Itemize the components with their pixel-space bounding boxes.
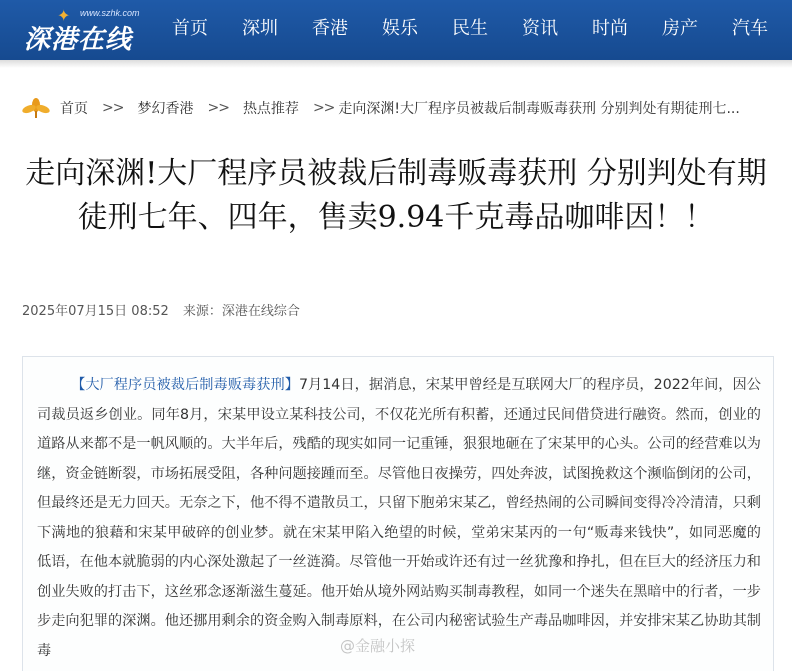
nav-item-entertainment[interactable]: 娱乐	[382, 18, 418, 39]
article-title: 走向深渊!大厂程序员被裁后制毒贩毒获刑 分别判处有期徒刑七年、四年，售卖9.94千克毒品咖啡因！！	[25, 156, 767, 235]
breadcrumb	[22, 94, 782, 122]
watermark: @金融小探	[340, 637, 416, 655]
breadcrumb-hot-picks[interactable]: 热点推荐	[242, 101, 299, 117]
breadcrumb-separator: >>	[102, 100, 124, 116]
main-nav	[155, 0, 785, 60]
header-shadow	[0, 60, 792, 68]
publish-date: 2025年07月15日 08:52	[22, 304, 169, 319]
logo-star-icon: ✦	[57, 6, 71, 25]
lead-tag: 【大厂程序员被裁后制毒贩毒获刑】	[71, 377, 299, 393]
breadcrumb-dream-hongkong[interactable]: 梦幻香港	[137, 101, 194, 117]
nav-item-hongkong[interactable]: 香港	[312, 18, 348, 39]
breadcrumb-home[interactable]: 首页	[60, 101, 88, 117]
article-paragraph	[37, 371, 761, 666]
logo-text: 深港在线	[24, 25, 133, 55]
flower-logo-icon	[22, 97, 50, 119]
logo-url: www.szhk.com	[80, 8, 140, 18]
nav-item-fashion[interactable]: 时尚	[592, 18, 628, 39]
nav-item-news[interactable]: 资讯	[522, 18, 558, 39]
article-text: 7月14日，据消息，宋某甲曾经是互联网大厂的程序员，2022年间，因公司裁员返乡创业。同年8月，宋某甲设立某科技公司，不仅花光所有积蓄，还通过民间借贷进行融资。然而，创业的道路从来都不是一帆风顺的。大半年后，残酷的现实如同一记重锤，狠狠地砸在了宋某甲的心头。公司的经营难以为继，资金链断裂，市场拓展受阻，各种问题接踵而至。尽管他日夜操劳，四处奔波，试图挽救这个濒临倒闭的公司，但最终还是无力回天。无奈之下，他不得不遣散员工，只留下胞弟宋某乙，曾经热闹的公司瞬间变得冷冷清清，只剩下满地的狼藉和宋某甲破碎的创业梦。就在宋某甲陷入绝望的时候，堂弟宋某丙的一句“贩毒来钱快”，如同恶魔的低语，在他本就脆弱的内心深处激起了一丝涟漪。尽管他一开始或许还有过一丝犹豫和挣扎，但在巨大的经济压力和创业失败的打击下，这丝邪念逐渐滋生蔓延。他开始从境外网站购买制毒教程，如同一个迷失在黑暗中的行者，一步步走向犯罪的深渊。他还挪用剩余的资金购入制毒原料，在公司内秘密试验生产毒品咖啡因，并安排宋某乙协助其制毒	[37, 377, 761, 659]
nav-item-auto[interactable]: 汽车	[732, 18, 768, 39]
nav-item-realestate[interactable]: 房产	[662, 18, 698, 39]
article-meta	[22, 300, 310, 319]
breadcrumb-current-article[interactable]: 走向深渊!大厂程序员被裁后制毒贩毒获刑 分别判处有期徒刑七...	[338, 101, 740, 117]
nav-item-shenzhen[interactable]: 深圳	[242, 18, 278, 39]
article-body	[22, 356, 774, 671]
nav-item-livelihood[interactable]: 民生	[452, 18, 488, 39]
breadcrumb-separator: >>	[207, 100, 229, 116]
top-navigation-bar	[0, 0, 792, 60]
nav-item-home[interactable]: 首页	[172, 18, 208, 39]
site-logo[interactable]	[22, 6, 142, 55]
article-source: 来源：深港在线综合	[182, 304, 300, 319]
breadcrumb-separator: >>	[312, 100, 335, 116]
